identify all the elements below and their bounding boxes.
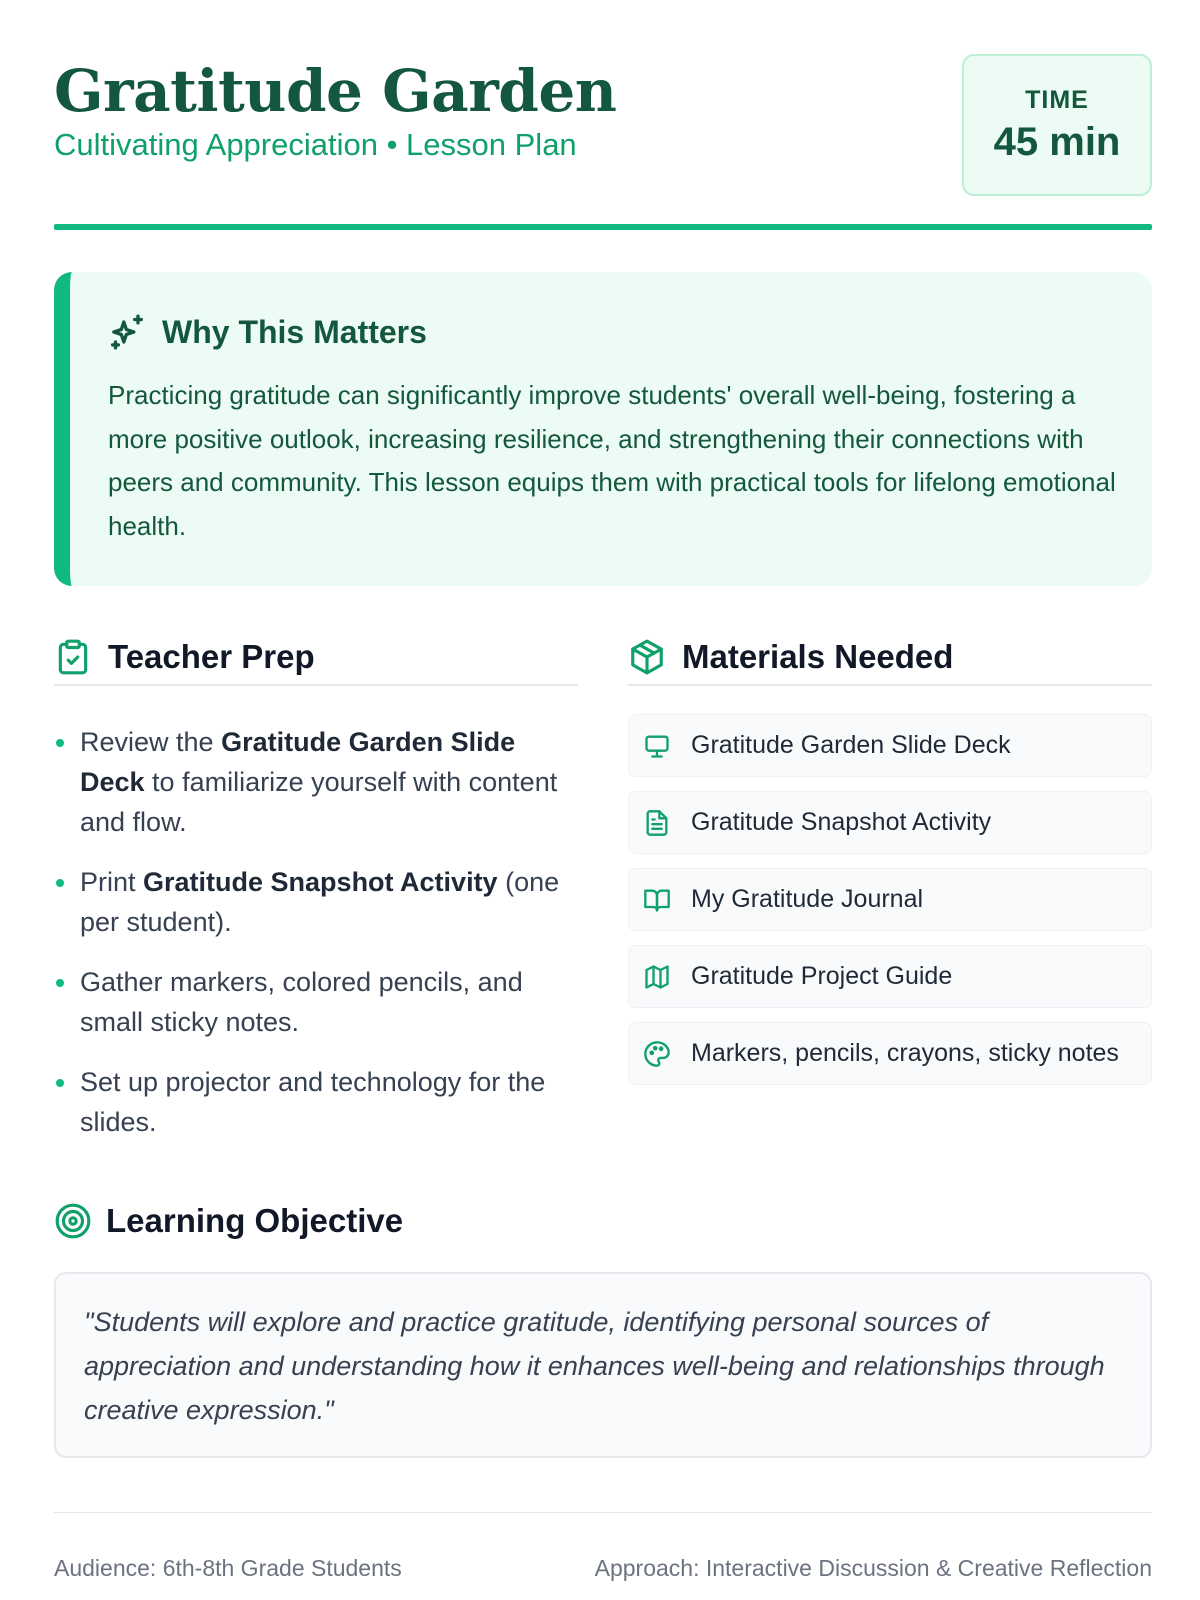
footer-divider [54,1512,1152,1513]
why-this-matters-panel [54,272,1152,586]
list-item [628,945,1152,1008]
material-label: My Gratitude Journal [691,885,924,913]
why-text: Practicing gratitude can significantly improve students' overall well-being, fostering a more positive outlook, increasing resilience, and strengthening their connections with peers and community. This lesson equips them with practical tools for lifelong emotional health. [108,380,1116,541]
list-item: Set up projector and technology for the slides. [54,1062,578,1142]
list-item [628,791,1152,854]
header-divider [54,224,1152,230]
why-heading [108,312,427,352]
map-icon [643,963,671,991]
palette-icon [643,1040,671,1068]
teacher-prep-list [54,722,578,1142]
time-value: 45 min [993,120,1121,164]
sparkles-icon [108,312,148,352]
time-label: TIME [1025,86,1089,114]
teacher-prep-heading [54,630,578,686]
teacher-prep-title: Teacher Prep [108,638,315,675]
materials-heading [628,630,1152,686]
clipboard-check-icon [54,638,92,676]
audience-text: Audience: 6th-8th Grade Students [54,1555,402,1581]
objective-text: "Students will explore and practice gratitude, identifying personal sources of appreciation and understanding how it enhances well-being and relationships through creative expression." [84,1307,1105,1425]
approach-text: Approach: Interactive Discussion & Creative Reflection [594,1555,1152,1581]
book-open-icon [643,886,671,914]
header [54,52,1152,198]
objective-heading [54,1202,403,1240]
materials-title: Materials Needed [682,638,954,675]
package-icon [628,638,666,676]
objective-box [54,1272,1152,1458]
lesson-plan-page [54,0,1152,1600]
objective-title: Learning Objective [106,1202,404,1239]
monitor-icon [643,732,671,760]
list-item: Gather markers, colored pencils, and small sticky notes. [54,962,578,1042]
materials-list [628,714,1152,1085]
list-item: Print Gratitude Snapshot Activity (one per student). [54,862,578,942]
target-icon [54,1202,92,1240]
materials-section [628,630,1152,1099]
file-text-icon [643,809,671,837]
page-title: Gratitude Garden [54,57,617,125]
list-item [628,1022,1152,1085]
list-item: Review the Gratitude Garden Slide Deck to familiarize yourself with content and flow. [54,722,578,842]
list-item [628,868,1152,931]
material-label: Markers, pencils, crayons, sticky notes [691,1039,1119,1067]
page-subtitle: Cultivating Appreciation • Lesson Plan [54,127,577,162]
why-title: Why This Matters [162,313,427,350]
teacher-prep-section [54,630,578,1162]
material-label: Gratitude Garden Slide Deck [691,731,1011,759]
material-label: Gratitude Snapshot Activity [691,808,992,836]
time-badge [962,54,1152,196]
list-item [628,714,1152,777]
material-label: Gratitude Project Guide [691,962,953,990]
